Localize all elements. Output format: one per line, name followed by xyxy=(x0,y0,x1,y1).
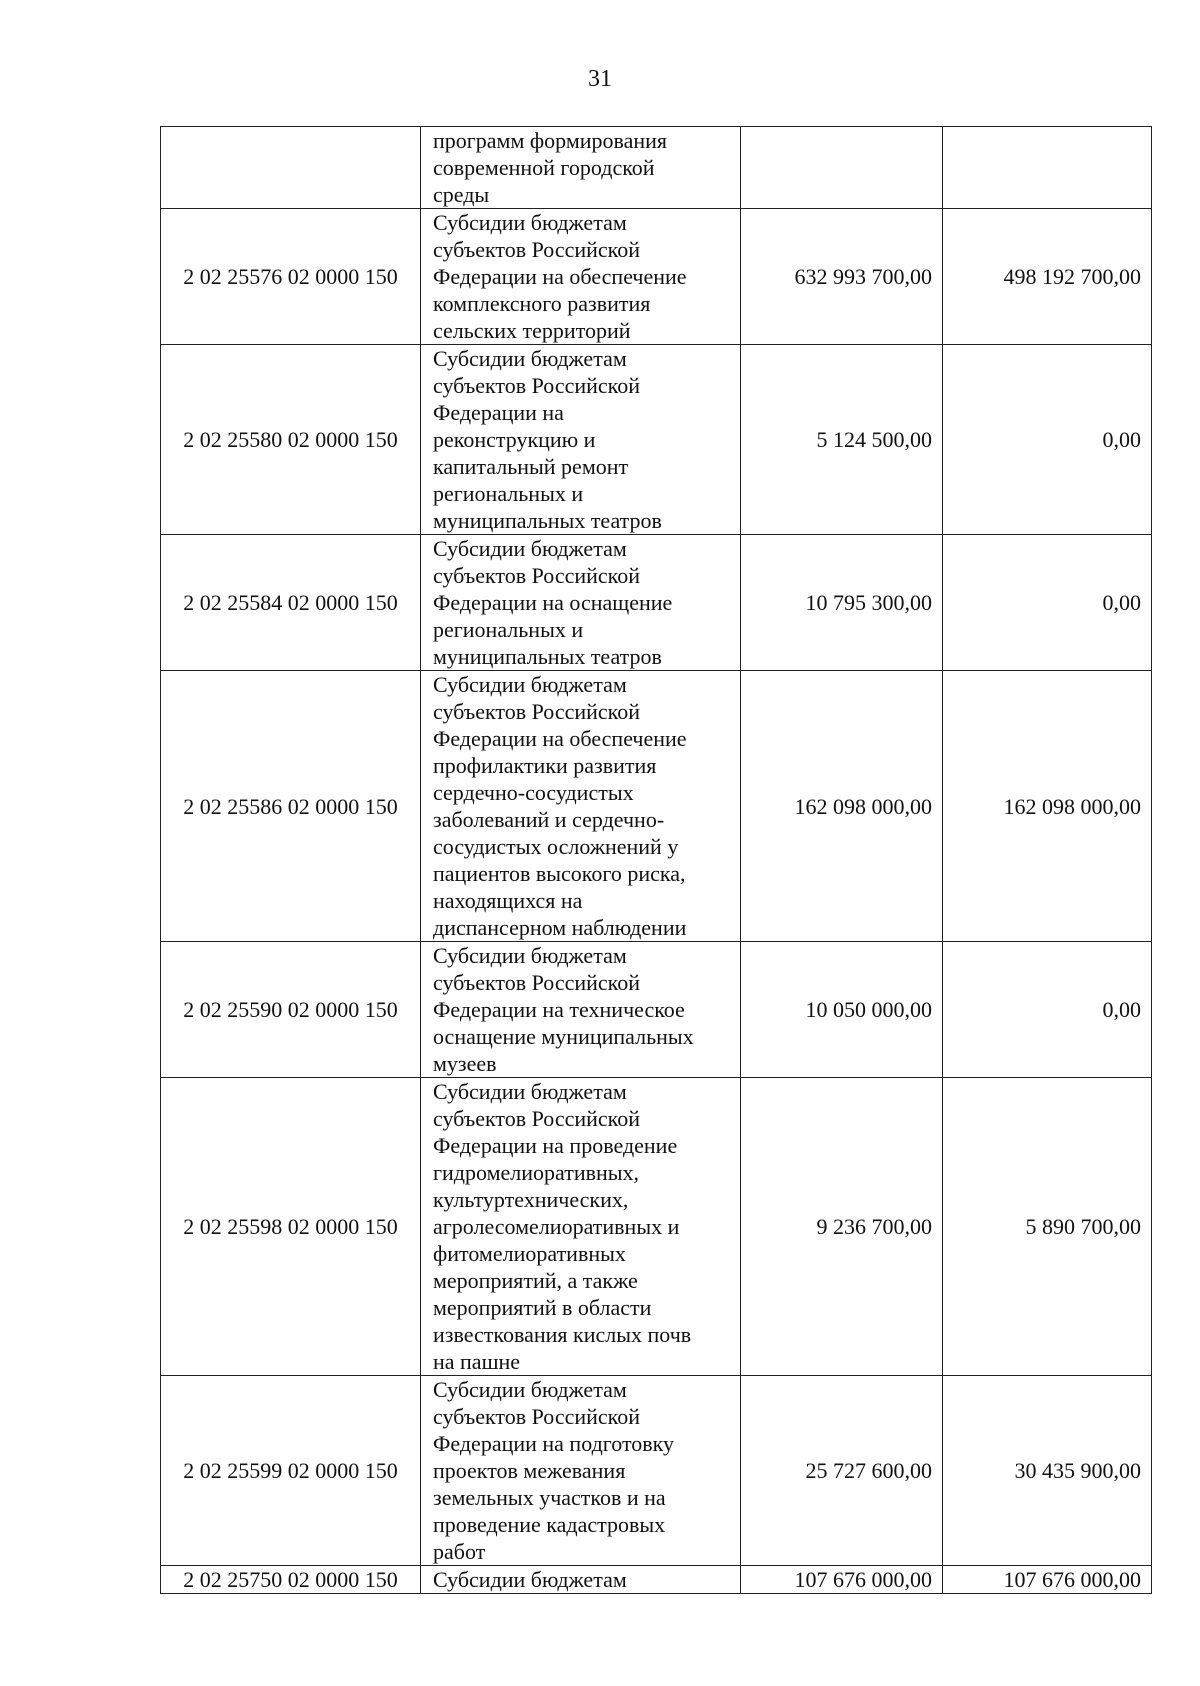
table-row xyxy=(161,1566,1152,1594)
amount-second-year-cell: 5 890 700,00 xyxy=(943,1078,1152,1376)
description-line: субъектов Российской xyxy=(433,699,641,724)
budget-code-cell: 2 02 25598 02 0000 150 xyxy=(161,1078,421,1376)
amount-first-year-cell: 5 124 500,00 xyxy=(741,345,943,535)
table-row xyxy=(161,671,1152,942)
description-line: профилактики развития xyxy=(433,753,657,778)
amount-second-year-cell: 107 676 000,00 xyxy=(943,1566,1152,1594)
description-line: оснащение муниципальных xyxy=(433,1024,694,1049)
budget-table xyxy=(160,126,1152,1594)
description-line: реконструкцию и xyxy=(433,427,596,452)
table-row xyxy=(161,345,1152,535)
description-line: мероприятий, а также xyxy=(433,1268,638,1293)
description-line: музеев xyxy=(433,1051,497,1076)
description-line: субъектов Российской xyxy=(433,1106,641,1131)
description-line: Федерации на xyxy=(433,400,564,425)
budget-code-cell: 2 02 25590 02 0000 150 xyxy=(161,942,421,1078)
description-line: среды xyxy=(433,182,490,207)
budget-code-cell: 2 02 25580 02 0000 150 xyxy=(161,345,421,535)
budget-code-cell: 2 02 25576 02 0000 150 xyxy=(161,209,421,345)
amount-second-year-cell: 162 098 000,00 xyxy=(943,671,1152,942)
description-line: находящихся на xyxy=(433,888,583,913)
description-line: агролесомелиоративных и xyxy=(433,1214,680,1239)
description-line: гидромелиоративных, xyxy=(433,1160,640,1185)
table-row xyxy=(161,1376,1152,1566)
description-line: субъектов Российской xyxy=(433,237,641,262)
table-row xyxy=(161,209,1152,345)
description-line: проектов межевания xyxy=(433,1458,626,1483)
description-line: Субсидии бюджетам xyxy=(433,210,627,235)
description-line: Федерации на обеспечение xyxy=(433,264,687,289)
amount-second-year-cell: 0,00 xyxy=(943,942,1152,1078)
budget-code-cell: 2 02 25584 02 0000 150 xyxy=(161,535,421,671)
description-cell xyxy=(421,209,741,345)
description-line: Федерации на техническое xyxy=(433,997,685,1022)
amount-first-year-cell: 10 050 000,00 xyxy=(741,942,943,1078)
amount-first-year-cell: 632 993 700,00 xyxy=(741,209,943,345)
amount-first-year-cell: 10 795 300,00 xyxy=(741,535,943,671)
table-row xyxy=(161,1078,1152,1376)
budget-table-body xyxy=(161,127,1152,1594)
description-line: известкования кислых почв xyxy=(433,1322,692,1347)
description-line: Субсидии бюджетам xyxy=(433,1377,627,1402)
description-cell xyxy=(421,942,741,1078)
description-line: Федерации на проведение xyxy=(433,1133,678,1158)
description-line: программ формирования xyxy=(433,128,668,153)
description-line: муниципальных театров xyxy=(433,508,662,533)
description-cell xyxy=(421,535,741,671)
description-line: культуртехнических, xyxy=(433,1187,629,1212)
description-line: Субсидии бюджетам xyxy=(433,943,627,968)
description-line: пациентов высокого риска, xyxy=(433,861,686,886)
description-line: Субсидии бюджетам xyxy=(433,1079,627,1104)
amount-second-year-cell: 0,00 xyxy=(943,345,1152,535)
amount-first-year-cell: 162 098 000,00 xyxy=(741,671,943,942)
description-line: мероприятий в области xyxy=(433,1295,652,1320)
description-line: Федерации на обеспечение xyxy=(433,726,687,751)
description-line: муниципальных театров xyxy=(433,644,662,669)
amount-first-year-cell: 9 236 700,00 xyxy=(741,1078,943,1376)
description-line: сосудистых осложнений у xyxy=(433,834,679,859)
description-line: Федерации на подготовку xyxy=(433,1431,675,1456)
page-number: 31 xyxy=(588,66,612,92)
budget-code-cell: 2 02 25599 02 0000 150 xyxy=(161,1376,421,1566)
description-line: на пашне xyxy=(433,1349,521,1374)
description-line: земельных участков и на xyxy=(433,1485,666,1510)
description-line: проведение кадастровых xyxy=(433,1512,666,1537)
description-line: Субсидии бюджетам xyxy=(433,346,627,371)
description-line: работ xyxy=(433,1539,486,1564)
description-line: субъектов Российской xyxy=(433,373,641,398)
description-line: капитальный ремонт xyxy=(433,454,629,479)
description-line: комплексного развития xyxy=(433,291,651,316)
description-cell xyxy=(421,671,741,942)
amount-first-year-cell xyxy=(741,127,943,209)
description-line: современной городской xyxy=(433,155,655,180)
description-line: региональных и xyxy=(433,617,584,642)
amount-second-year-cell: 0,00 xyxy=(943,535,1152,671)
description-cell xyxy=(421,345,741,535)
description-line: фитомелиоративных xyxy=(433,1241,626,1266)
amount-first-year-cell: 107 676 000,00 xyxy=(741,1566,943,1594)
amount-second-year-cell xyxy=(943,127,1152,209)
description-line: Субсидии бюджетам xyxy=(433,1567,627,1592)
description-line: Субсидии бюджетам xyxy=(433,536,627,561)
description-line: сельских территорий xyxy=(433,318,631,343)
budget-code-cell xyxy=(161,127,421,209)
amount-first-year-cell: 25 727 600,00 xyxy=(741,1376,943,1566)
description-line: субъектов Российской xyxy=(433,563,641,588)
amount-second-year-cell: 30 435 900,00 xyxy=(943,1376,1152,1566)
table-row xyxy=(161,942,1152,1078)
description-line: диспансерном наблюдении xyxy=(433,915,687,940)
description-cell xyxy=(421,1078,741,1376)
description-cell xyxy=(421,127,741,209)
description-line: Субсидии бюджетам xyxy=(433,672,627,697)
budget-code-cell: 2 02 25750 02 0000 150 xyxy=(161,1566,421,1594)
description-line: субъектов Российской xyxy=(433,1404,641,1429)
description-line: Федерации на оснащение xyxy=(433,590,673,615)
table-row xyxy=(161,127,1152,209)
description-cell xyxy=(421,1566,741,1594)
budget-code-cell: 2 02 25586 02 0000 150 xyxy=(161,671,421,942)
description-line: сердечно-сосудистых xyxy=(433,780,634,805)
description-line: заболеваний и сердечно- xyxy=(433,807,665,832)
description-line: региональных и xyxy=(433,481,584,506)
amount-second-year-cell: 498 192 700,00 xyxy=(943,209,1152,345)
description-cell xyxy=(421,1376,741,1566)
description-line: субъектов Российской xyxy=(433,970,641,995)
table-row xyxy=(161,535,1152,671)
